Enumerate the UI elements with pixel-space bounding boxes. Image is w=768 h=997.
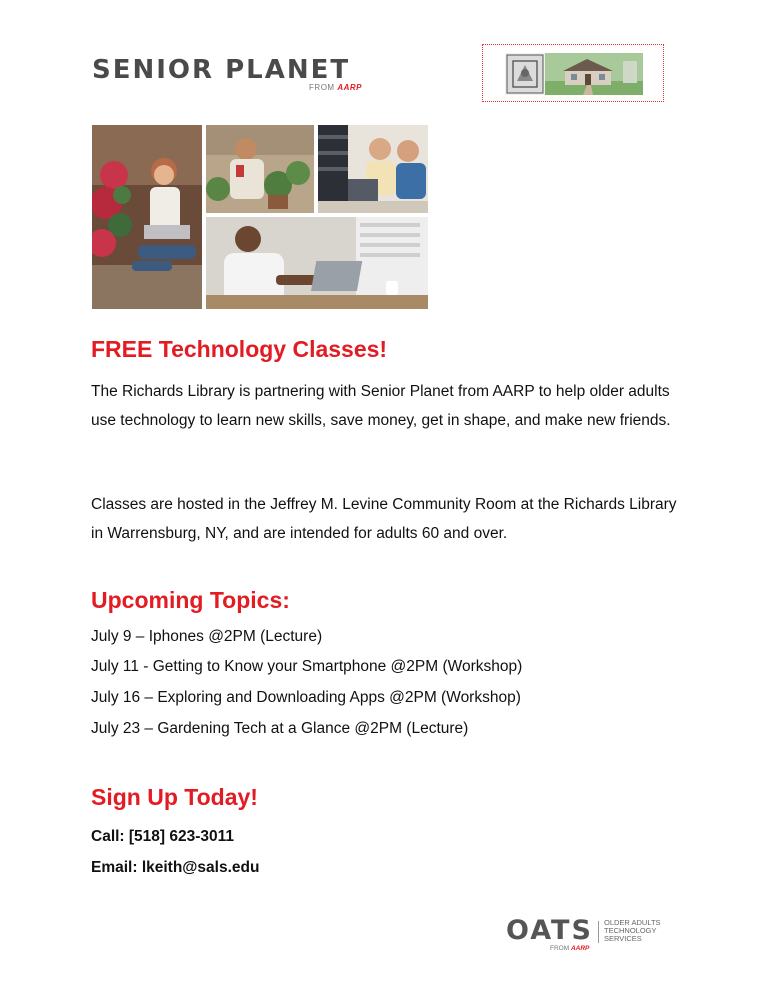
intro-paragraph: The Richards Library is partnering with Senior Planet from AARP to help older adults use technology to learn new skills, save money, get in shape, and make new friends. — [91, 383, 671, 429]
man-typing-photo — [206, 217, 428, 309]
oats-desc-line: TECHNOLOGY — [604, 926, 657, 935]
free-classes-heading: FREE Technology Classes! — [91, 336, 388, 362]
man-plants-phone-photo — [206, 125, 314, 213]
from-aarp-tag — [309, 83, 362, 92]
topic-item: July 23 – Gardening Tech at a Glance @2PM (Lecture) — [91, 720, 469, 737]
woman-laptop-photo — [92, 125, 202, 309]
aarp-label: AARP — [337, 83, 362, 92]
library-building-logo — [505, 53, 643, 95]
topic-item: July 9 – Iphones @2PM (Lecture) — [91, 628, 323, 645]
senior-planet-wordmark: SENIOR PLANET — [92, 55, 351, 85]
oats-divider — [598, 921, 599, 943]
photo-collage — [92, 125, 428, 309]
oats-aarp-label: AARP — [570, 945, 590, 952]
phone-contact: Call: [518] 623-3011 — [91, 828, 235, 845]
topic-item: July 16 – Exploring and Downloading Apps @2PM (Workshop) — [91, 689, 521, 706]
oats-from-label: FROM — [550, 945, 570, 952]
oats-from-aarp — [550, 945, 589, 952]
email-contact: Email: lkeith@sals.edu — [91, 859, 260, 876]
oats-description — [604, 919, 661, 943]
library-logo-frame — [482, 44, 664, 102]
sign-up-heading: Sign Up Today! — [91, 784, 258, 810]
couple-laptop-photo — [318, 125, 428, 213]
topic-item: July 11 - Getting to Know your Smartphone @2PM (Workshop) — [91, 658, 523, 675]
oats-desc-line: SERVICES — [604, 934, 642, 943]
from-label: FROM — [309, 83, 335, 92]
oats-wordmark: OATS — [506, 915, 593, 946]
oats-logo — [506, 915, 676, 955]
upcoming-topics-heading: Upcoming Topics: — [91, 587, 290, 613]
senior-planet-logo — [92, 56, 364, 96]
location-paragraph: Classes are hosted in the Jeffrey M. Levine Community Room at the Richards Library in Warrensburg, NY, and are intended for adults 60 and over. — [91, 496, 677, 542]
oats-desc-line: OLDER ADULTS — [604, 918, 661, 927]
